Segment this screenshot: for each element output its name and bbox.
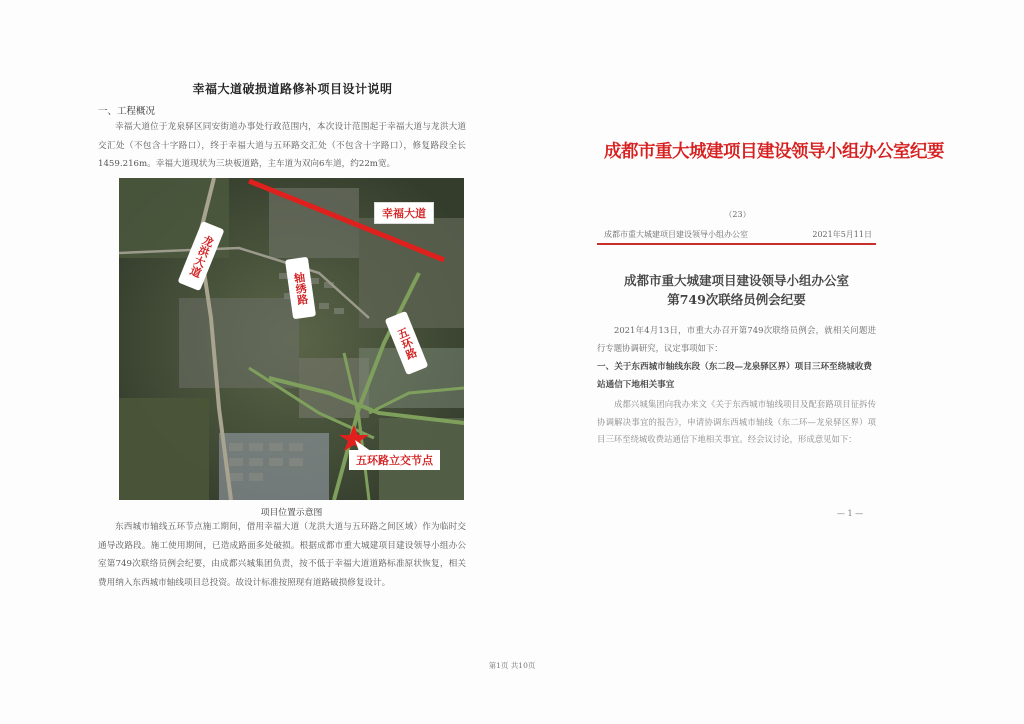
minutes-intro-paragraph: 2021年4月13日，市重大办召开第749次联络员例会，就相关问题进行专题协调研究，议定事项如下： — [597, 325, 876, 353]
map-label-node: 五环路立交节点 — [349, 450, 440, 470]
left-page-title: 幸福大道破损道路修补项目设计说明 — [192, 82, 393, 96]
map-label-xingfu: 幸福大道 — [374, 202, 434, 224]
minutes-title-line1: 成都市重大城建项目建设领导小组办公室 — [623, 273, 849, 288]
minutes-title-line2: 第749次联络员例会纪要 — [667, 292, 806, 307]
map-label-longhong: 龙洪大道 — [178, 221, 225, 291]
red-letterhead: 成都市重大城建项目建设领导小组办公室纪要 — [604, 142, 944, 162]
minutes-subheading: 一、关于东西城市轴线东段（东二段—龙泉驿区界）项目三环至绕城收费站通信下地相关事宜 — [597, 362, 873, 390]
red-rule — [597, 243, 876, 245]
section-heading: 一、工程概况 — [98, 106, 156, 117]
map-label-wuhuan: 五环路 — [385, 311, 429, 375]
doc-number: （23） — [724, 210, 751, 219]
map-label-zhouxiu: 轴绣路 — [285, 257, 316, 320]
minutes-body-paragraph: 成都兴城集团向我办来文《关于东西城市轴线项目及配套路项目征拆传协调解决事宜的报告》，申请协调东西城市轴线（东二环—龙泉驿区界）项目三环至绕城收费站通信下地相关事宜。经会议讨论，形成意见如下： — [597, 399, 876, 444]
issuer-name: 成都市重大城建项目建设领导小组办公室 — [604, 230, 748, 239]
overview-paragraph: 幸福大道位于龙泉驿区同安街道办事处行政范围内，本次设计范围起于幸福大道与龙洪大道交汇处（不包含十字路口），终于幸福大道与五环路交汇处（不包含十字路口），修复路段全长1459.216m。幸福大道现状为三块板道路，主车道为双向6车道，约22m宽。 — [98, 122, 466, 169]
right-page-number: — 1 — — [836, 509, 864, 518]
location-map — [119, 178, 464, 500]
map-caption: 项目位置示意图 — [260, 508, 323, 518]
page-footer: 第1页 共10页 — [488, 661, 536, 670]
issue-date: 2021年5月11日 — [812, 230, 872, 239]
construction-paragraph: 东西城市轴线五环节点施工期间，借用幸福大道（龙洪大道与五环路之间区域）作为临时交通导改路段。施工使用期间，已造成路面多处破损。根据成都市重大城建项目建设领导小组办公室第749次联络员例会纪要，由成都兴城集团负责，按不低于幸福大道道路标准原状恢复，相关费用纳入东西城市轴线项目总投资。故设计标准按照现有道路破损修复设计。 — [98, 522, 466, 588]
issuer-line — [604, 229, 874, 240]
